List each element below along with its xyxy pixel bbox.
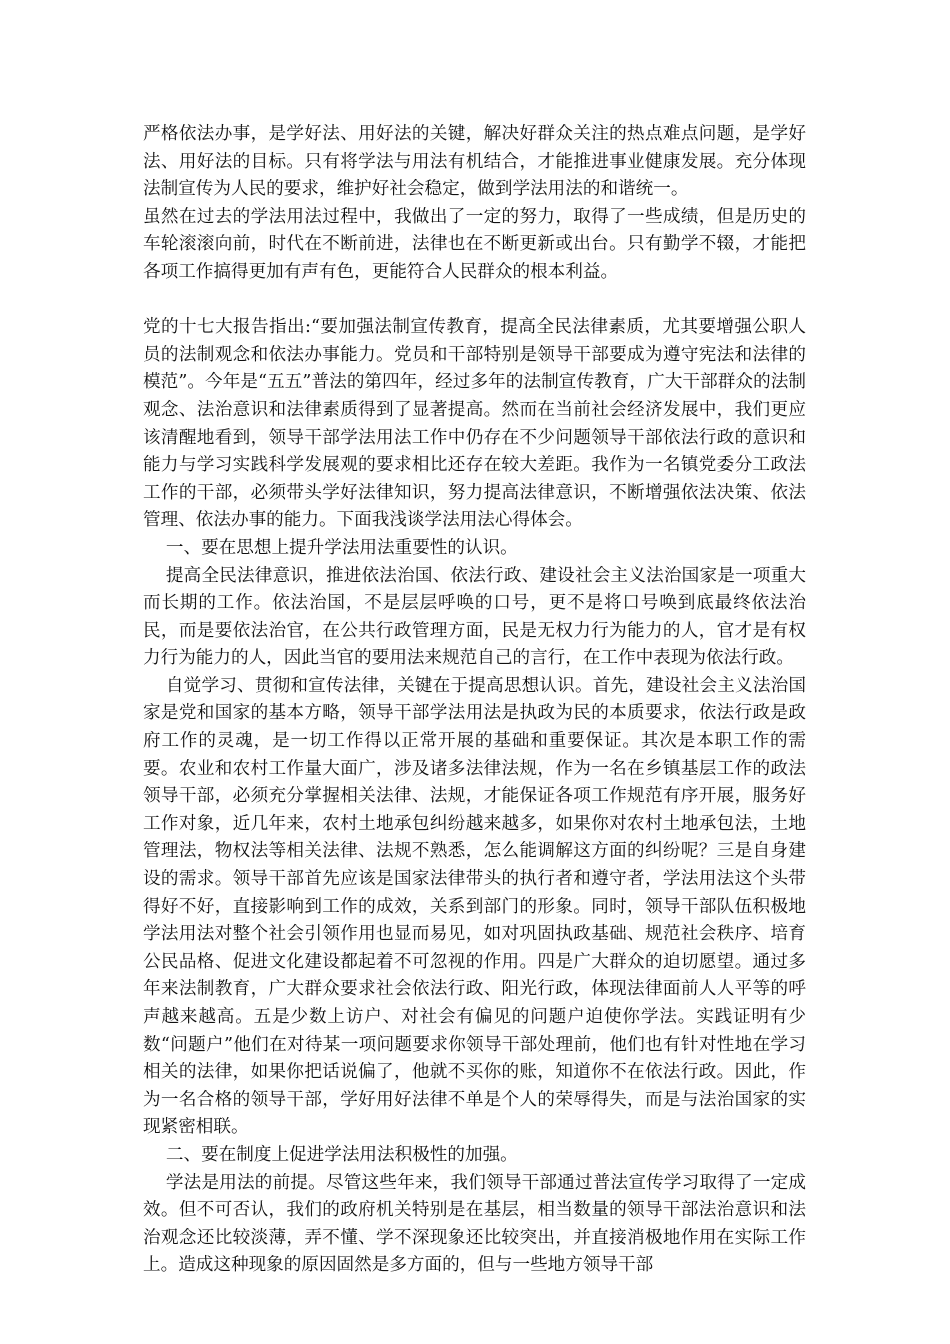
paragraph-law-enforcement: 严格依法办事，是学好法、用好法的关键，解决好群众关注的热点难点问题，是学好法、用好法的目标。只有将学法与用法有机结合，才能推进事业健康发展。充分体现法制宣传为人民的要求，维护好社会稳定，做到学法用法的和谐统一。 <box>143 124 806 200</box>
section-heading-1: 一、要在思想上提升学法用法重要性的认识。 <box>165 537 518 558</box>
paragraph-awareness: 自觉学习、贯彻和宣传法律，关键在于提高思想认识。首先，建设社会主义法治国家是党和国家的基本方略，领导干部学法用法是执政为民的本质要求，依法行政是政府工作的灵魂，是一切工作得以正常开展的基础和重要保证。其次是本职工作的需要。农业和农村工作量大面广，涉及诸多法律法规，作为一名在乡镇基层工作的政法领导干部，必须充分掌握相关法律、法规，才能保证各项工作规范有序开展，服务好工作对象，近几年来，农村土地承包纠纷越来越多，如果你对农村土地承包法，土地管理法，物权法等相关法律、法规不熟悉，怎么能调解这方面的纠纷呢？三是自身建设的需求。领导干部首先应该是国家法律带头的执行者和遵守者，学法用法这个头带得好不好，直接影响到工作的成效，关系到部门的形象。同时，领导干部队伍积极地学法用法对整个社会引领作用也显而易见，如对巩固执政基础、规范社会秩序、培育公民品格、促进文化建设都起着不可忽视的作用。四是广大群众的迫切愿望。通过多年来法制教育，广大群众要求社会依法行政、阳光行政，体现法律面前人人平等的呼声越来越高。五是少数上访户、对社会有偏见的问题户迫使你学法。实践证明有少数“问题户”他们在对待某一项问题要求你领导干部处理前，他们也有针对性地在学习相关的法律，如果你把话说偏了，他就不买你的账，知道你不在依法行政。因此，作为一名合格的领导干部，学好用好法律不单是个人的荣辱得失，而是与法治国家的实现紧密相联。 <box>143 675 806 1138</box>
paragraph-past-efforts: 虽然在过去的学法用法过程中，我做出了一定的努力，取得了一些成绩，但是历史的车轮滚滚向前，时代在不断前进，法律也在不断更新或出台。只有勤学不辍，才能把各项工作搞得更加有声有色，更能符合人民群众的根本利益。 <box>143 206 806 282</box>
paragraph-rule-of-law: 提高全民法律意识，推进依法治国、依法行政、建设社会主义法治国家是一项重大而长期的工作。依法治国，不是层层呼唤的口号，更不是将口号唤到底最终依法治民，而是要依法治官，在公共行政管理方面，民是无权力行为能力的人，官才是有权力行为能力的人，因此当官的要用法来规范自己的言行，在工作中表现为依法行政。 <box>143 565 806 669</box>
paragraph-study-premise: 学法是用法的前提。尽管这些年来，我们领导干部通过普法宣传学习取得了一定成效。但不可否认，我们的政府机关特别是在基层，相当数量的领导干部法治意识和法治观念还比较淡薄，弄不懂、学不深现象还比较突出，并直接消极地作用在实际工作上。造成这种现象的原因固然是多方面的，但与一些地方领导干部 <box>143 1172 806 1276</box>
section-heading-2: 二、要在制度上促进学法用法积极性的加强。 <box>165 1144 518 1165</box>
document-body <box>143 121 806 1280</box>
paragraph-spacer <box>143 287 806 315</box>
paragraph-intro: 党的十七大报告指出:“要加强法制宣传教育，提高全民法律素质，尤其要增强公职人员的法制观念和依法办事能力。党员和干部特别是领导干部要成为遵守宪法和法律的模范”。今年是“五五”普法的第四年，经过多年的法制宣传教育，广大干部群众的法制观念、法治意识和法律素质得到了显著提高。然而在当前社会经济发展中，我们更应该清醒地看到，领导干部学法用法工作中仍存在不少问题领导干部依法行政的意识和能力与学习实践科学发展观的要求相比还存在较大差距。我作为一名镇党委分工政法工作的干部，必须带头学好法律知识，努力提高法律意识，不断增强依法决策、依法管理、依法办事的能力。下面我浅谈学法用法心得体会。 <box>143 317 806 531</box>
